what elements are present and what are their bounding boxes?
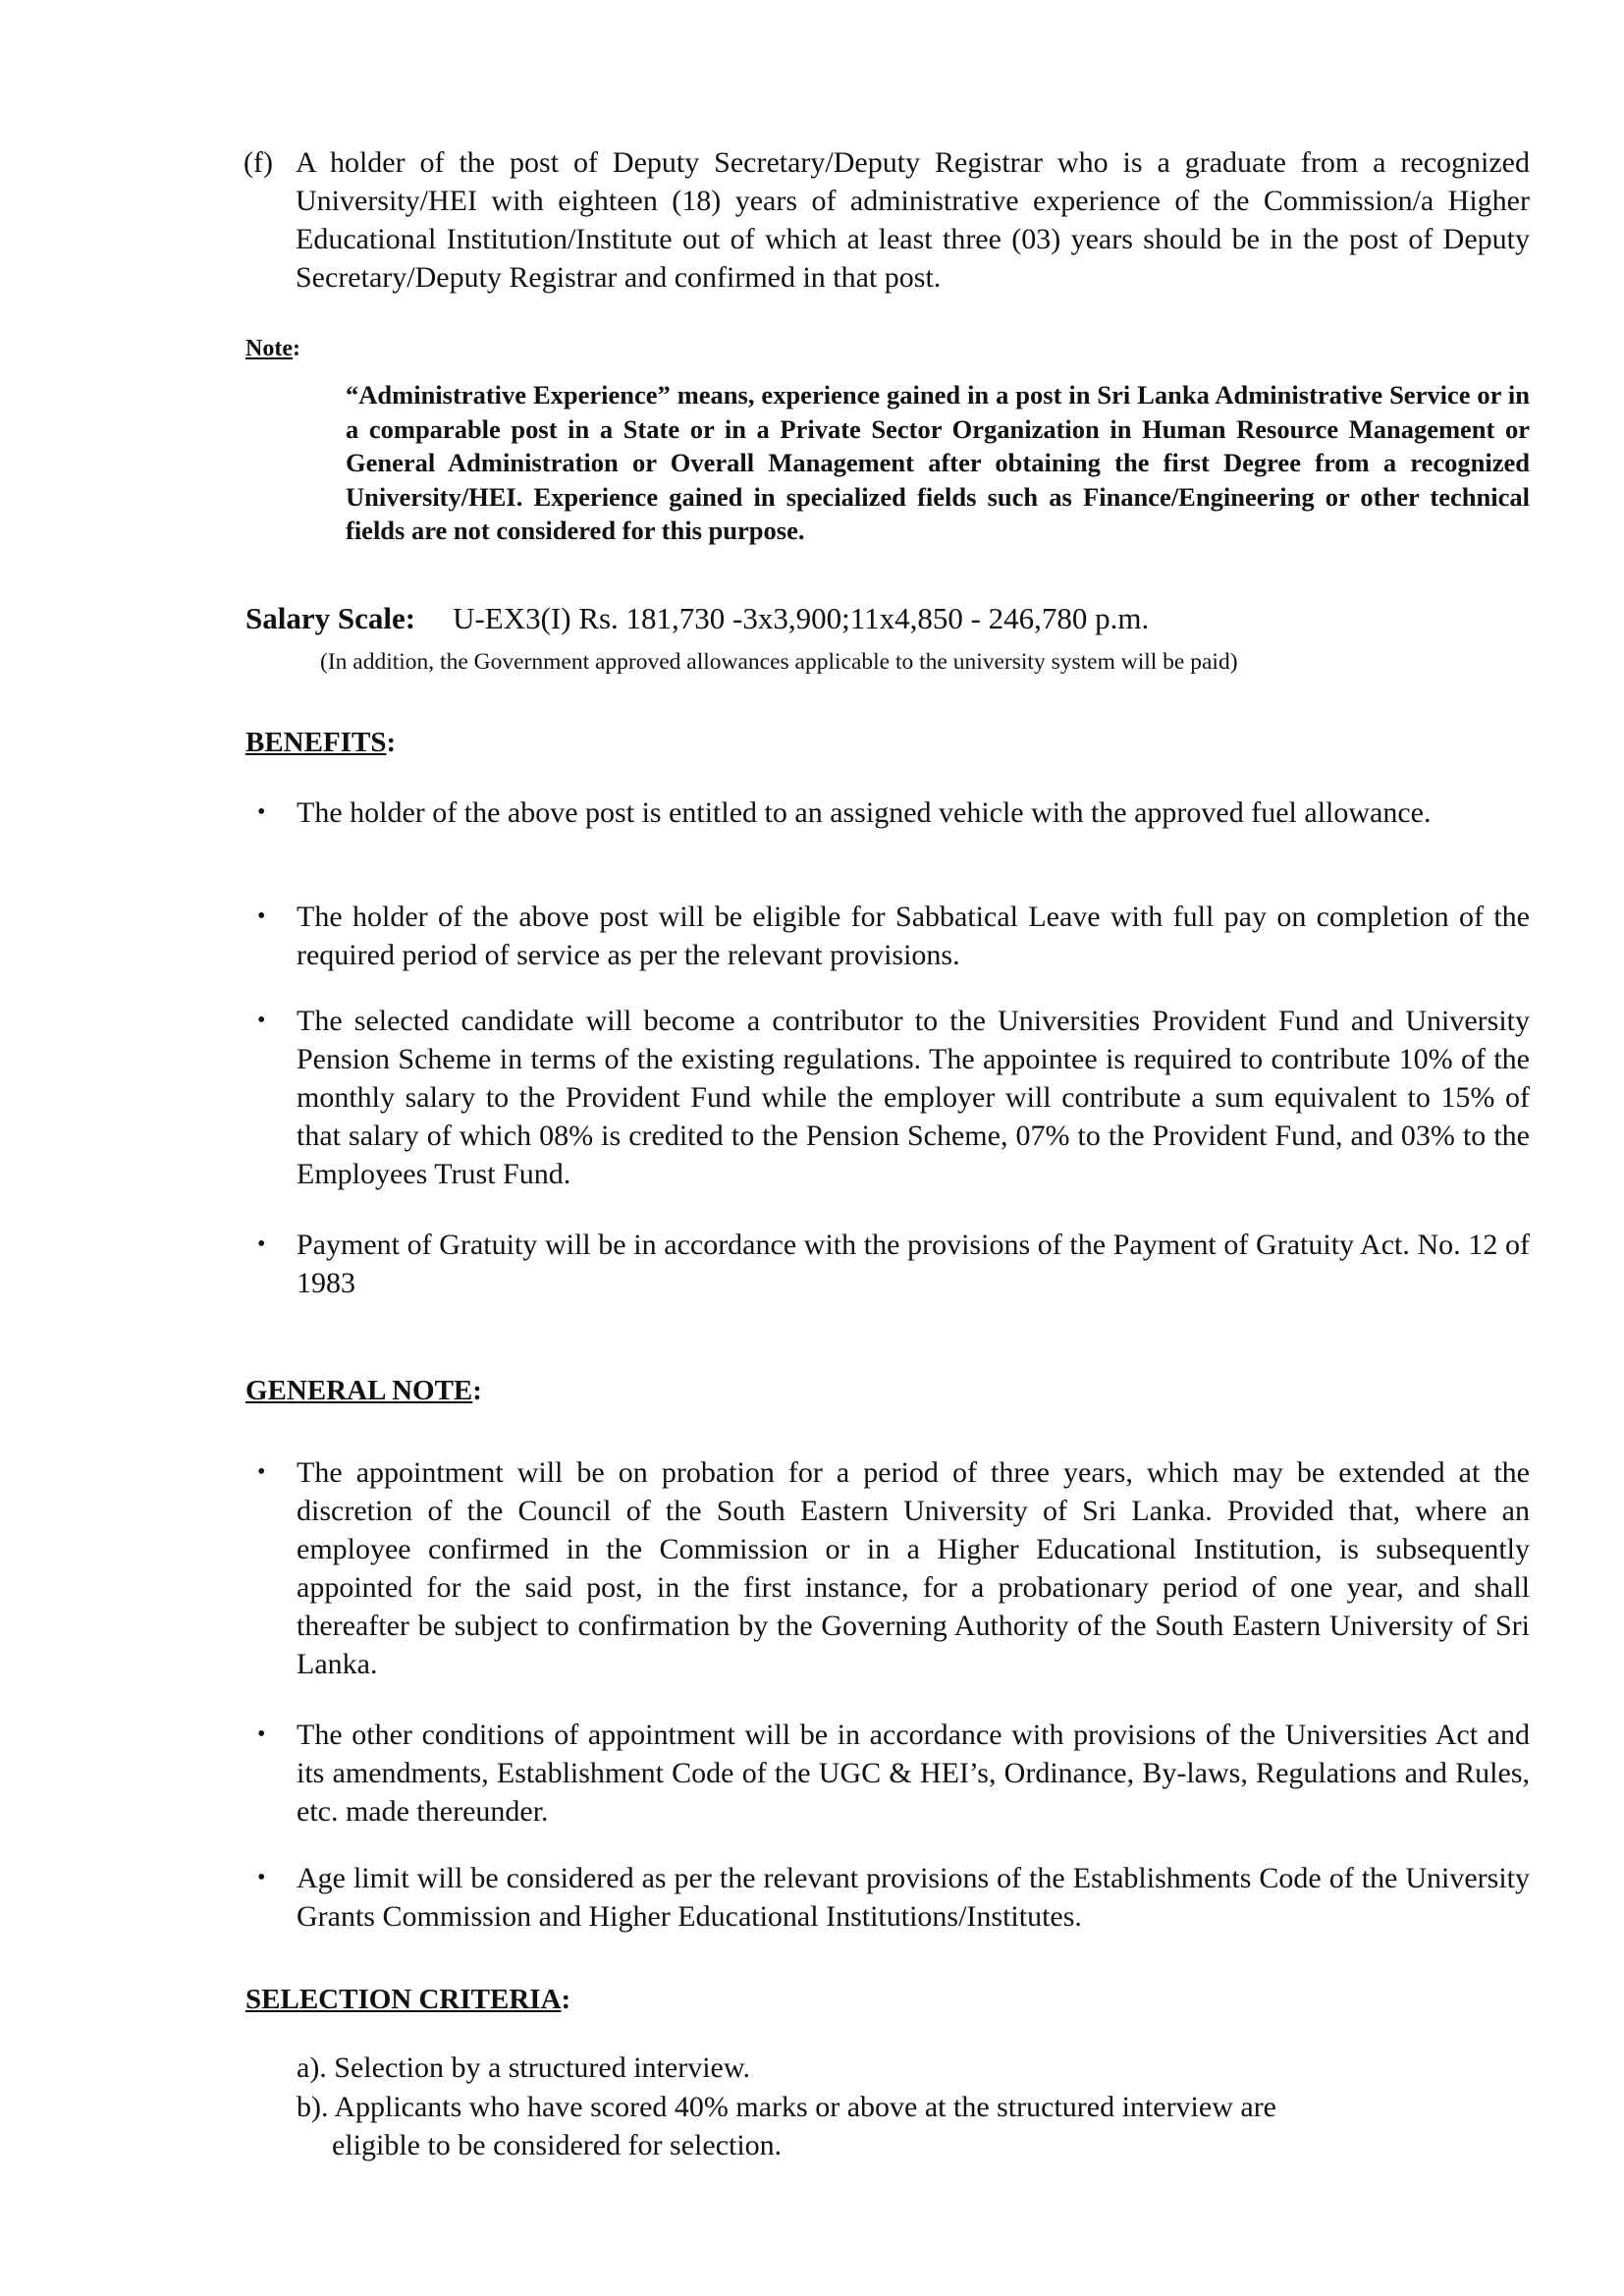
salary-scale [245, 599, 1149, 638]
bullet-icon: • [257, 903, 266, 929]
note-label [245, 336, 300, 362]
selection-criteria-continuation: eligible to be considered for selection. [332, 2129, 783, 2161]
bullet-icon: • [257, 1008, 266, 1033]
bullet-icon: • [257, 1231, 266, 1257]
salary-scale-label: Salary Scale: [245, 601, 416, 635]
benefits-heading-text: BENEFITS [245, 727, 387, 758]
general-note-heading-text: GENERAL NOTE [245, 1375, 473, 1406]
benefit-item-1 [257, 793, 1530, 832]
general-note-text: Age limit will be considered as per the relevant provisions of the Establishments Code of the University Grants Commission and Higher Educational Institutions/Institutes. [297, 1862, 1530, 1933]
benefit-text: The holder of the above post is entitled to an assigned vehicle with the approved fuel allowance. [297, 796, 1432, 829]
benefits-heading [245, 727, 396, 759]
benefit-item-4 [257, 1226, 1530, 1302]
benefits-heading-colon: : [386, 727, 397, 758]
general-note-heading [245, 1375, 482, 1407]
clause-f-text: A holder of the post of Deputy Secretary/Deputy Registrar who is a graduate from a recognized University/HEI with eighteen (18) years of administrative experience of the Commission/a Higher Educational Institution/Institute out of which at least three (03) years should be in the post of Deputy Secretary/Deputy Registrar and confirmed in that post. [296, 146, 1530, 294]
note-label-colon: : [292, 336, 300, 361]
note-label-text: Note [245, 336, 293, 361]
general-note-text: The appointment will be on probation for a period of three years, which may be extended at the discretion of the Council of the South Eastern University of Sri Lanka. Provided that, where an employee confirmed in the Commission or in a Higher Educational Institution, is subsequently appointed for the said post, in the first instance, for a probationary period of one year, and shall thereafter be subject to confirmation by the Governing Authority of the South Eastern University of Sri Lanka. [297, 1456, 1530, 1680]
selection-criteria-text: a). Selection by a structured interview. [297, 2051, 751, 2084]
note-body: “Administrative Experience” means, experience gained in a post in Sri Lanka Administrative Service or in a comparable post in a State or in a Private Sector Organization in Human Resource Management or General Administration or Overall Management after obtaining the first Degree from a recognized University/HEI. Experience gained in specialized fields such as Finance/Engineering or other technical fields are not considered for this purpose. [346, 380, 1530, 545]
general-note-text: The other conditions of appointment will be in accordance with provisions of the Universities Act and its amendments, Establishment Code of the UGC & HEI’s, Ordinance, By-laws, Regulations and Rules, etc. made thereunder. [297, 1719, 1530, 1828]
bullet-icon: • [257, 1722, 266, 1747]
selection-criteria-heading [245, 1984, 570, 2016]
general-note-item-2 [257, 1716, 1530, 1831]
bullet-icon: • [257, 1459, 266, 1485]
general-note-item-1 [257, 1453, 1530, 1683]
clause-f-marker: (f) [244, 146, 273, 179]
selection-criteria-item-a [297, 2049, 1530, 2087]
benefit-text: The holder of the above post will be eligible for Sabbatical Leave with full pay on completion of the required period of service as per the relevant provisions. [297, 901, 1530, 971]
bullet-icon: • [257, 799, 266, 825]
selection-criteria-heading-text: SELECTION CRITERIA [245, 1984, 562, 2015]
selection-criteria-text: b). Applicants who have scored 40% marks or above at the structured interview are [297, 2091, 1276, 2123]
clause-f [244, 143, 1530, 297]
benefit-text: The selected candidate will become a contributor to the Universities Provident Fund and University Pension Scheme in terms of the existing regulations. The appointee is required to contribute 10% of the monthly salary to the Provident Fund while the employer will contribute a sum equivalent to 15% of that salary of which 08% is credited to the Pension Scheme, 07% to the Provident Fund, and 03% to the Employees Trust Fund. [297, 1005, 1530, 1190]
salary-note: (In addition, the Government approved allowances applicable to the university system will be paid) [320, 649, 1238, 675]
general-note-item-3 [257, 1859, 1530, 1936]
benefit-item-3 [257, 1002, 1530, 1193]
general-note-heading-colon: : [472, 1375, 482, 1406]
salary-scale-value: U-EX3(I) Rs. 181,730 -3x3,900;11x4,850 - 246,780 p.m. [453, 601, 1150, 635]
selection-criteria-heading-colon: : [561, 1984, 571, 2015]
selection-criteria-item-b [297, 2088, 1530, 2164]
benefit-text: Payment of Gratuity will be in accordance with the provisions of the Payment of Gratuity Act. No. 12 of 1983 [297, 1229, 1530, 1299]
benefit-item-2 [257, 898, 1530, 974]
bullet-icon: • [257, 1865, 266, 1890]
